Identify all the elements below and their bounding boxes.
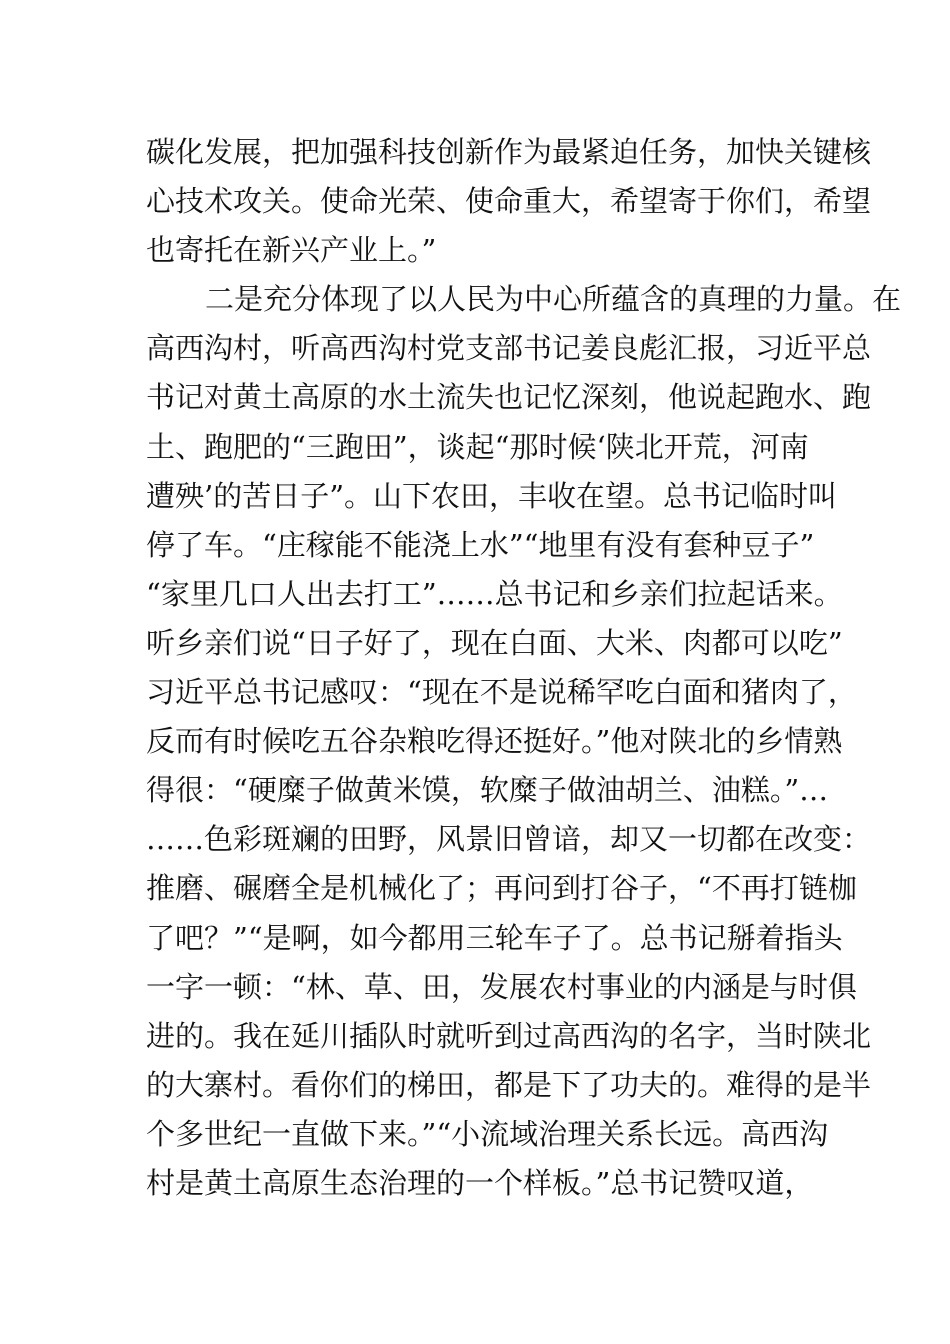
text-line: 土、跑肥的“三跑田”，谈起“那时候‘陕北开荒，河南 (146, 429, 809, 464)
text-line: 村是黄土高原生态治理的一个样板。”总书记赞叹道， (146, 1165, 814, 1200)
text-line: 遭殃’的苦日子”。山下农田，丰收在望。总书记临时叫 (146, 478, 838, 513)
text-line: 听乡亲们说“日子好了，现在白面、大米、肉都可以吃” (146, 625, 843, 660)
text-line: 进的。我在延川插队时就听到过高西沟的名字，当时陕北 (146, 1018, 872, 1053)
text-line: 心技术攻关。使命光荣、使命重大，希望寄于你们，希望 (146, 184, 872, 219)
text-line: 个多世纪一直做下来。”“小流域治理关系长远。高西沟 (146, 1116, 829, 1151)
text-line: 习近平总书记感叹：“现在不是说稀罕吃白面和猪肉了， (146, 675, 857, 710)
text-line: 停了车。“庄稼能不能浇上水”“地里有没有套种豆子” (146, 527, 815, 562)
text-line: 得很：“硬糜子做黄米馍，软糜子做油胡兰、油糕。”… (146, 773, 829, 808)
text-line: 书记对黄土高原的水土流失也记忆深刻，他说起跑水、跑 (146, 380, 872, 415)
text-line: ……色彩斑斓的田野，风景旧曾谙，却又一切都在改变： (146, 822, 872, 857)
text-line: 碳化发展，把加强科技创新作为最紧迫任务，加快关键核 (146, 135, 872, 169)
paragraph-start-line: 二是充分体现了以人民为中心所蕴含的真理的力量。在 (205, 282, 902, 317)
text-line: 高西沟村，听高西沟村党支部书记姜良彪汇报，习近平总 (146, 331, 872, 366)
body-text (146, 128, 902, 1208)
text-line: 的大寨村。看你们的梯田，都是下了功夫的。难得的是半 (146, 1067, 872, 1102)
text-line: 也寄托在新兴产业上。” (146, 233, 437, 268)
text-line: 推磨、碾磨全是机械化了；再问到打谷子，“不再打链枷 (146, 871, 857, 906)
text-line: 反而有时候吃五谷杂粮吃得还挺好。”他对陕北的乡情熟 (146, 724, 843, 759)
text-line: 一字一顿：“林、草、田，发展农村事业的内涵是与时俱 (146, 969, 857, 1004)
text-line: “家里几口人出去打工”……总书记和乡亲们拉起话来。 (146, 576, 843, 611)
text-line: 了吧？”“是啊，如今都用三轮车子了。总书记掰着指头 (146, 920, 843, 955)
